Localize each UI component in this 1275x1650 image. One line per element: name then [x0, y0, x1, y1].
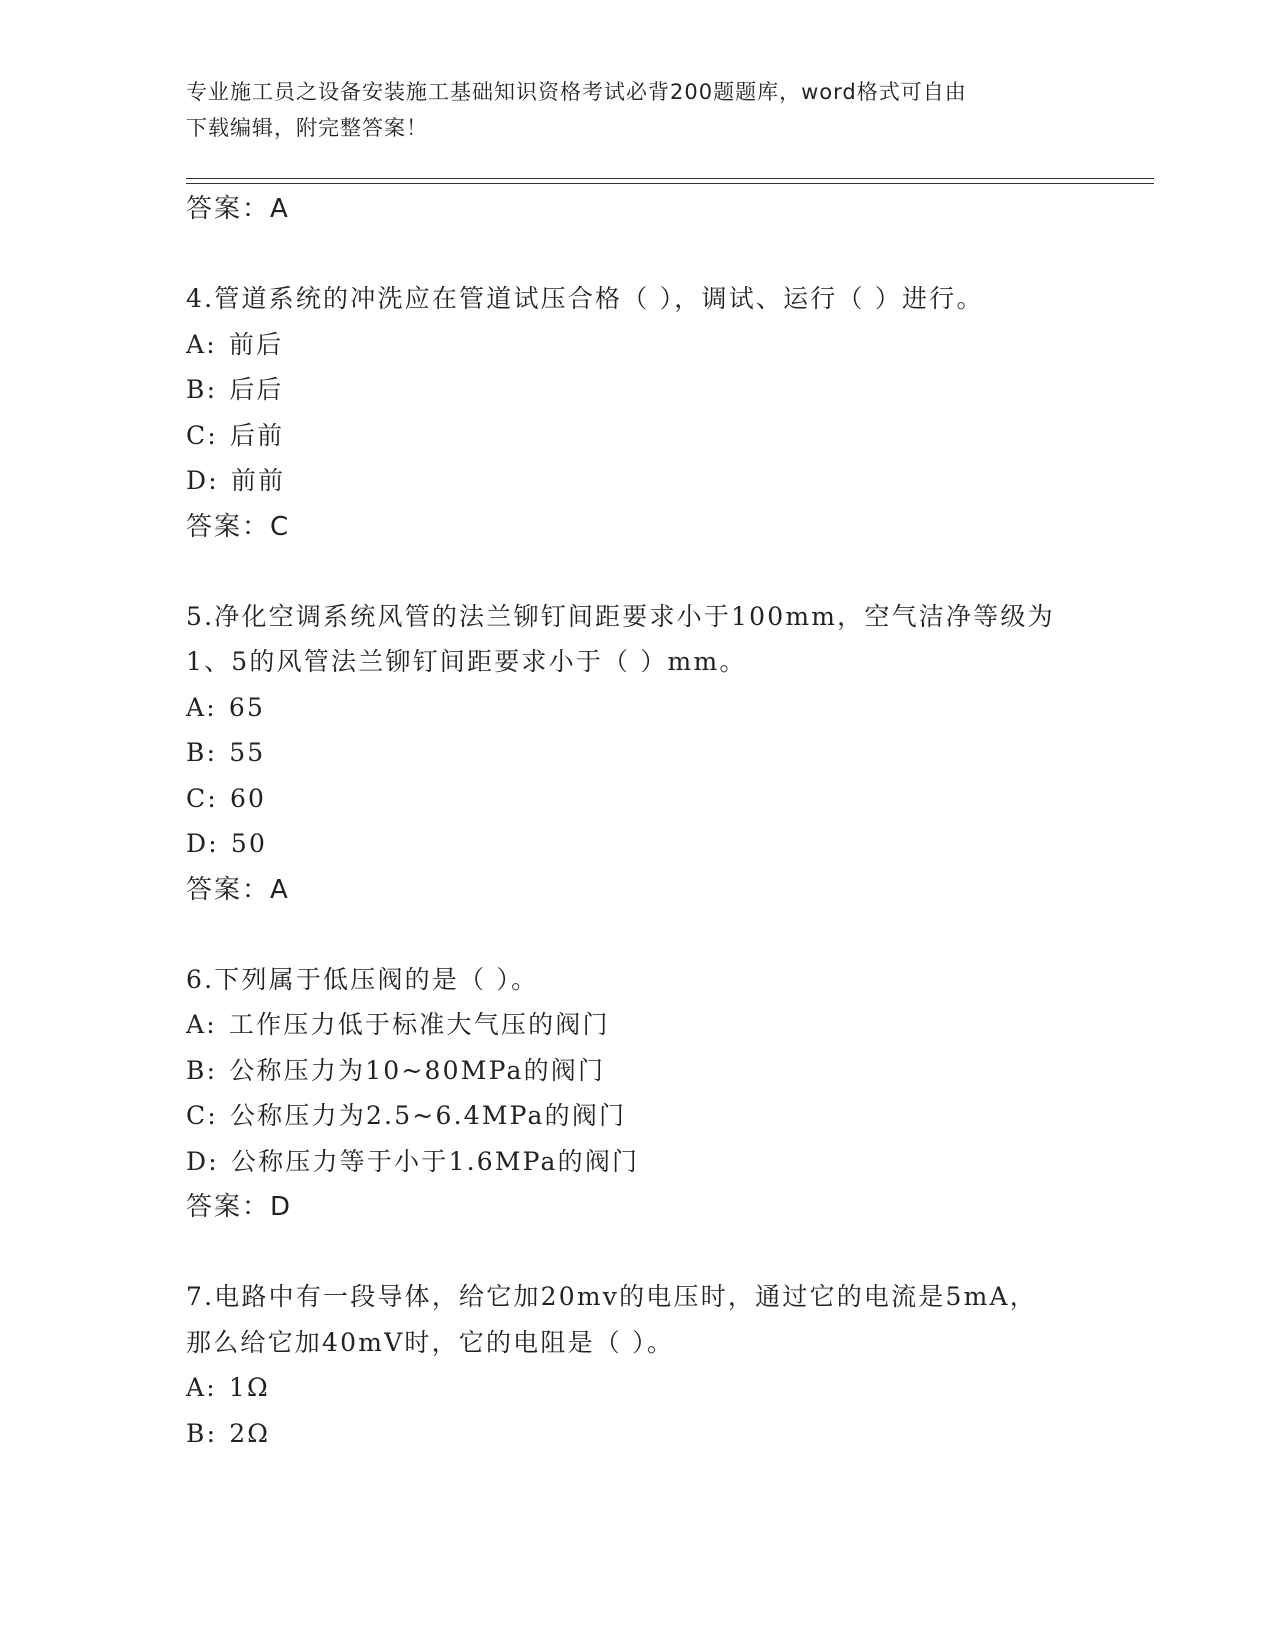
question-text: 7.电路中有一段导体，给它加20mv的电压时，通过它的电流是5mA，: [186, 1282, 1037, 1311]
option-c: [186, 776, 1154, 822]
question-block: [186, 957, 1154, 1231]
option-text: 60: [229, 783, 267, 813]
option-letter: A:: [186, 692, 217, 722]
question-block: [186, 1274, 1154, 1456]
option-letter: B:: [186, 1055, 218, 1085]
option-letter: D:: [186, 1146, 219, 1176]
option-letter: D:: [186, 466, 219, 495]
spacer: [186, 550, 1154, 594]
option-letter: D:: [186, 829, 219, 858]
option-text: 后前: [229, 420, 285, 450]
option-text: 工作压力低于标准大气压的阀门: [228, 1010, 610, 1039]
option-letter: A:: [186, 1373, 217, 1402]
option-text: 前后: [228, 329, 284, 359]
answer-line: 答案：A: [186, 194, 290, 224]
answer-line: 答案：A: [186, 874, 290, 905]
option-d: [186, 458, 1154, 504]
question-text: 5.净化空调系统风管的法兰铆钉间距要求小于100mm，空气洁净等级为: [186, 601, 1055, 631]
option-text: 公称压力为10~80MPa的阀门: [229, 1055, 606, 1085]
option-text: 65: [228, 692, 266, 722]
option-letter: A:: [186, 1010, 217, 1039]
option-text: 后后: [229, 375, 284, 404]
option-letter: B:: [186, 1418, 218, 1448]
option-letter: C:: [186, 783, 218, 813]
option-a: [186, 322, 1154, 368]
question-text: 4.管道系统的冲洗应在管道试压合格（ ），调试、运行（ ）进行。: [186, 284, 984, 313]
option-text: 55: [229, 738, 266, 767]
option-letter: B:: [186, 738, 218, 767]
option-text: 公称压力为2.5~6.4MPa的阀门: [229, 1101, 627, 1130]
option-text: 1Ω: [228, 1373, 270, 1402]
option-c: [186, 413, 1154, 459]
answer-line: 答案：D: [186, 1192, 293, 1222]
answer-line: 答案：C: [186, 511, 291, 542]
header-line-2: 下载编辑，附完整答案！: [186, 116, 428, 140]
question-text-continued: 1、5的风管法兰铆钉间距要求小于（ ）mm。: [186, 647, 747, 676]
option-text: 公称压力等于小于1.6MPa的阀门: [230, 1146, 640, 1176]
question-list: [186, 186, 1154, 1456]
option-a: [186, 1365, 1154, 1411]
spacer: [186, 913, 1154, 957]
option-letter: B:: [186, 375, 218, 404]
question-block: [186, 594, 1154, 913]
option-d: [186, 821, 1154, 867]
question-block: [186, 276, 1154, 550]
option-d: [186, 1139, 1154, 1185]
header-divider-bottom: [186, 183, 1154, 184]
option-b: [186, 367, 1154, 413]
header-line-1: 专业施工员之设备安装施工基础知识资格考试必背200题题库，word格式可自由: [186, 80, 967, 104]
spacer: [186, 1230, 1154, 1274]
option-letter: C:: [186, 420, 218, 450]
option-c: [186, 1093, 1154, 1139]
option-text: 50: [230, 829, 268, 858]
option-a: [186, 1002, 1154, 1048]
option-text: 2Ω: [229, 1418, 271, 1448]
option-letter: C:: [186, 1101, 218, 1130]
option-a: [186, 685, 1154, 731]
option-text: 前前: [230, 466, 286, 495]
option-b: [186, 730, 1154, 776]
option-b: [186, 1411, 1154, 1457]
spacer: [186, 232, 1154, 276]
question-text-continued: 那么给它加40mV时，它的电阻是（ ）。: [186, 1327, 675, 1357]
option-b: [186, 1048, 1154, 1094]
question-text: 6.下列属于低压阀的是（ ）。: [186, 964, 539, 994]
header-divider-top: [186, 178, 1154, 179]
document-header: [186, 74, 1086, 146]
option-letter: A:: [186, 329, 217, 359]
